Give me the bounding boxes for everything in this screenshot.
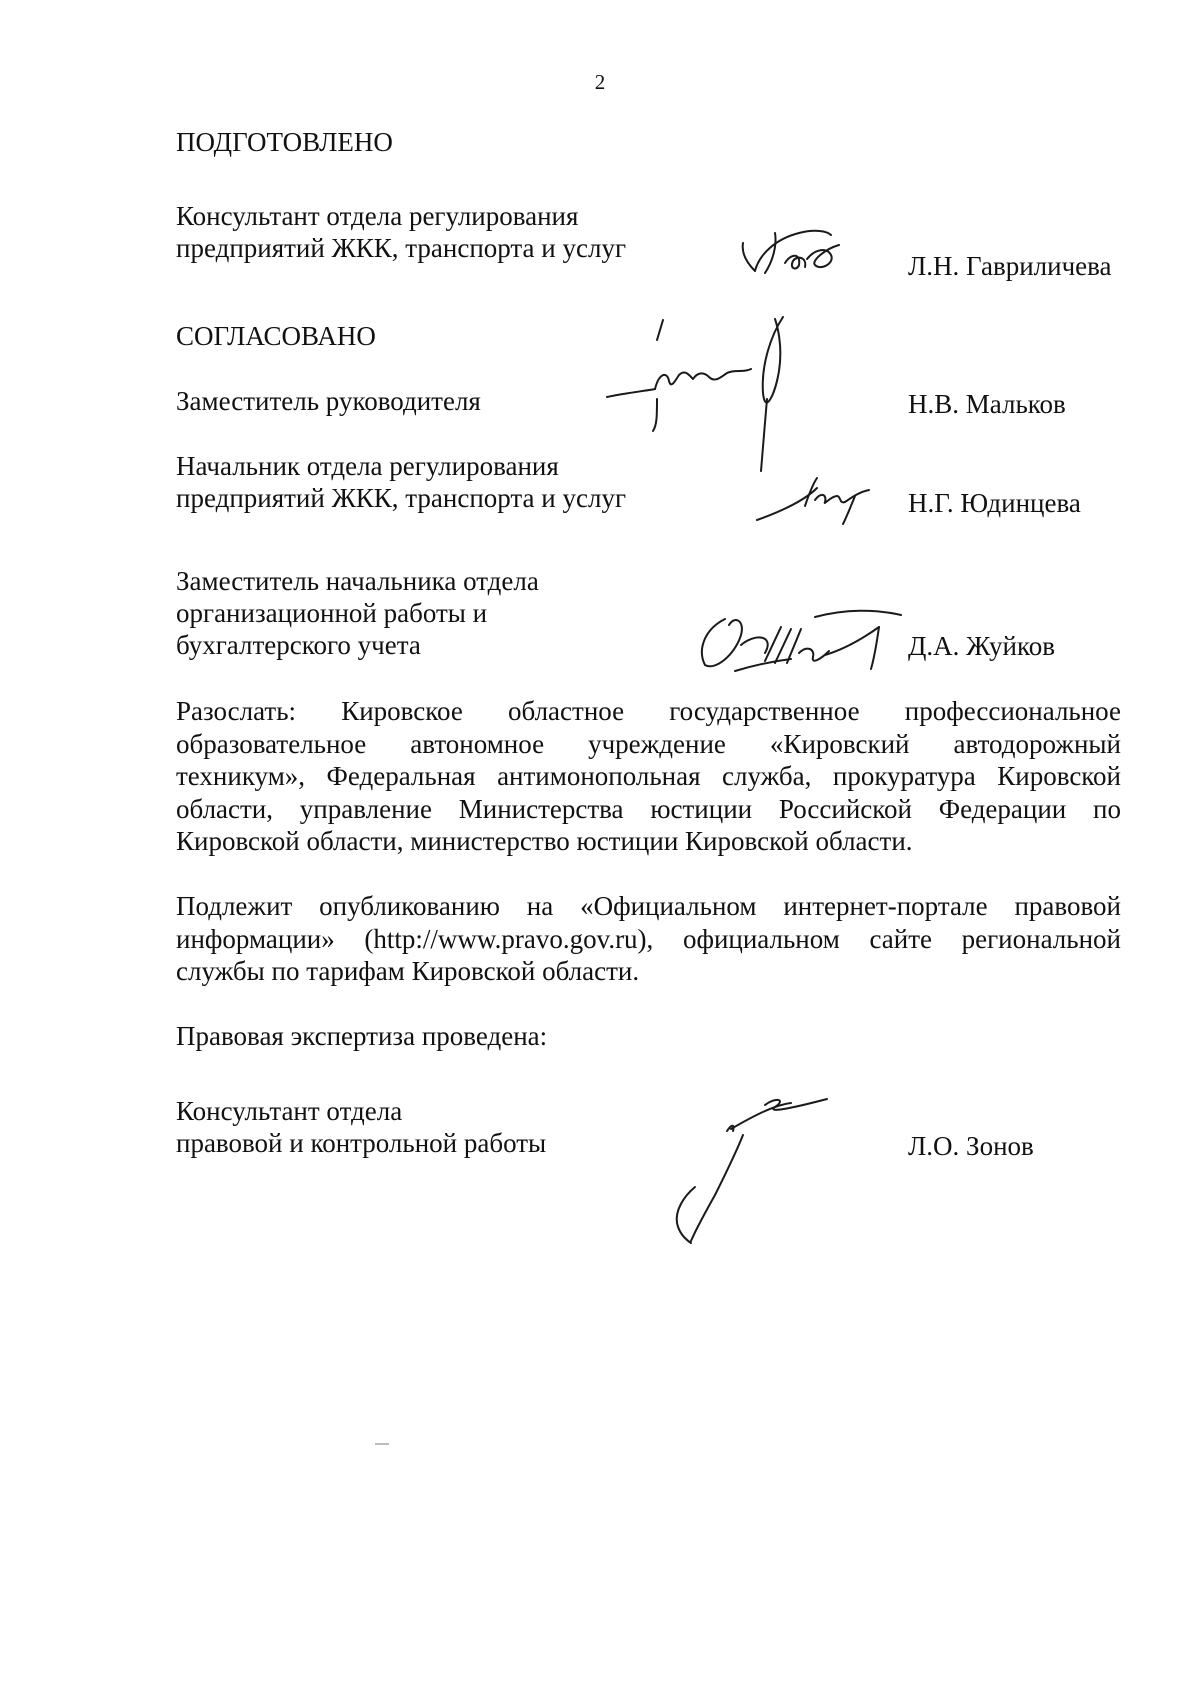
agreed-signer-position: [176, 450, 626, 514]
position-line: Заместитель начальника отдела: [176, 566, 539, 596]
legal-review-position: [176, 1095, 546, 1159]
position-line: Начальник отдела регулирования: [176, 451, 559, 481]
distribution-line: образовательное автономное учреждение «Кировский автодорожный: [176, 728, 1121, 759]
distribution-line: Кировской области, министерство юстиции Кировской области.: [176, 826, 913, 856]
agreed-signer-position: [176, 565, 539, 661]
publication-line: службы по тарифам Кировской области.: [176, 956, 640, 986]
position-line: правовой и контрольной работы: [176, 1128, 547, 1158]
signer-name-gavrilicheva: Л.Н. Гавриличева: [908, 251, 1112, 281]
distribution-line: Разослать: Кировское областное государственное профессиональное: [176, 696, 1121, 726]
agreed-heading: СОГЛАСОВАНО: [176, 321, 376, 351]
signer-name-zhuikov: Д.А. Жуйков: [908, 631, 1055, 661]
handwritten-signature: [655, 1095, 835, 1245]
prepared-position: [176, 200, 626, 264]
position-line: Заместитель руководителя: [176, 386, 481, 416]
handwritten-signature: [735, 225, 855, 285]
position-line: Консультант отдела: [176, 1096, 403, 1126]
distribution-line: техникум», Федеральная антимонопольная служба, прокуратура Кировской: [176, 761, 1121, 791]
signer-name-yudintseva: Н.Г. Юдинцева: [908, 488, 1081, 518]
publication-line: информации» (http://www.pravo.gov.ru), официальном сайте региональной: [176, 923, 1121, 954]
agreed-signer-position: [176, 385, 481, 417]
handwritten-signature: [605, 315, 825, 475]
legal-review-heading: Правовая экспертиза проведена:: [176, 1021, 548, 1051]
signer-name-zonov: Л.О. Зонов: [908, 1131, 1034, 1161]
distribution-paragraph: [176, 695, 1121, 858]
handwritten-signature: [755, 470, 875, 530]
position-line: предприятий ЖКК, транспорта и услуг: [176, 483, 627, 513]
position-line: организационной работы и: [176, 598, 488, 628]
position-line: Консультант отдела регулирования: [176, 201, 579, 231]
distribution-line: области, управление Министерства юстиции Российской Федерации по: [176, 793, 1121, 824]
scan-artifact: [375, 1443, 389, 1445]
page-number: 2: [594, 70, 606, 94]
prepared-heading: ПОДГОТОВЛЕНО: [176, 127, 393, 157]
position-line: бухгалтерского учета: [176, 630, 421, 660]
position-line: предприятий ЖКК, транспорта и услуг: [176, 233, 627, 263]
handwritten-signature: [695, 605, 905, 675]
signer-name-malkov: Н.В. Мальков: [908, 389, 1066, 419]
publication-paragraph: [176, 890, 1121, 988]
publication-line: Подлежит опубликованию на «Официальном интернет-портале правовой: [176, 891, 1121, 921]
